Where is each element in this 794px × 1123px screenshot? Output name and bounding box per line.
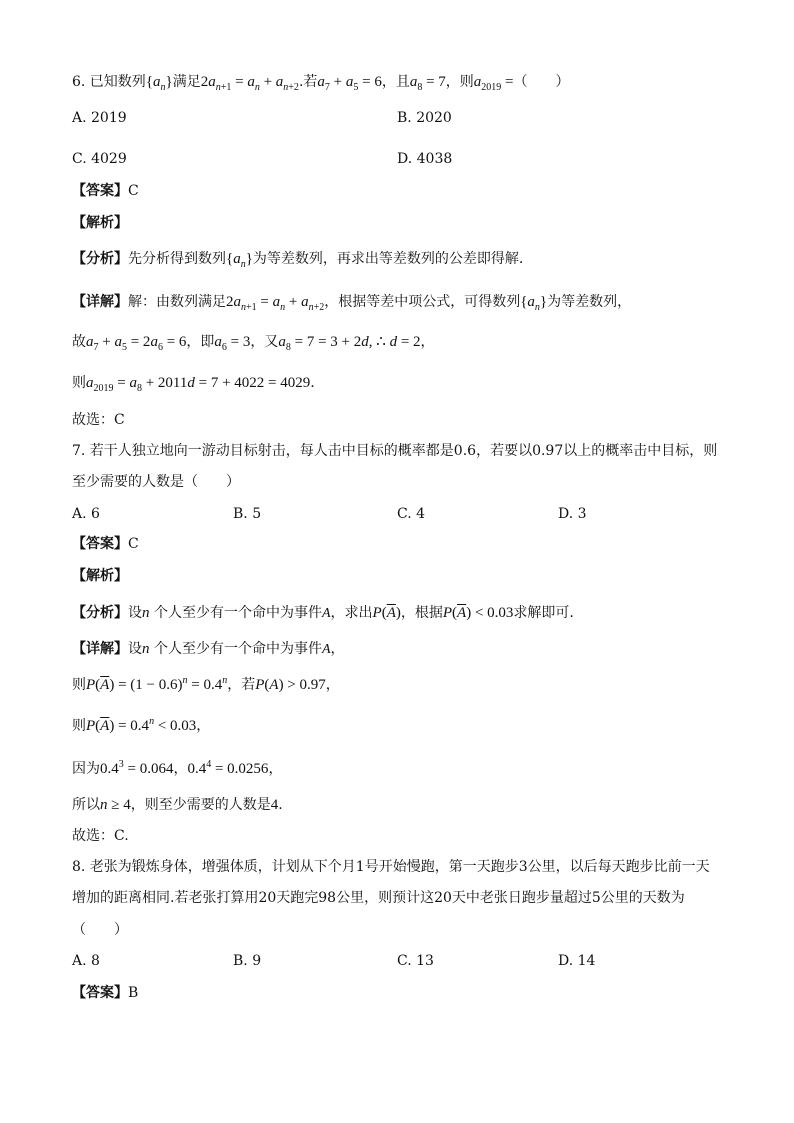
xiangjie-tag: 【详解】: [72, 641, 128, 657]
q6-answer: [72, 181, 139, 201]
q8-option-a: A. 8: [72, 953, 100, 969]
q6-option-b: B. 2020: [397, 110, 452, 126]
q7-xiangjie: 【详解】设n 个人至少有一个命中为事件A，: [72, 641, 345, 657]
xiangjie-tag: 【详解】: [72, 294, 128, 310]
q6-jiexi-heading: 【解析】: [72, 215, 128, 231]
q6-step-1: 故$a_7 + a_5 = 2a_6 = 6$，即$a_6 = 3$，又$a_8 = 7 = 3 + 2d$, ∴ d = 2，: [72, 334, 435, 353]
q7-question-line-1: 7. 若干人独立地向一游动目标射击，每人击中目标的概率都是0.6，若要以0.97以上的概率击中目标，则: [72, 443, 718, 459]
answer-value: C: [128, 536, 139, 552]
q6-option-c: C. 4029: [72, 151, 127, 167]
q6-fenxi: 【分析】先分析得到数列$\{a_n\}$为等差数列，再求出等差数列的公差即得解.: [72, 251, 524, 270]
q6-choose: 故选：C: [72, 412, 125, 428]
q8-question-line-2: 增加的距离相同.若老张打算用20天跑完98公里，则预计这20天中老张日跑步量超过5公里的天数为: [72, 890, 685, 906]
q7-answer: [72, 534, 139, 554]
q6-step-2: 则$a_{2019} = a_8 + 2011d = 7 + 4022 = 4029$.: [72, 375, 315, 394]
q8-option-c: C. 13: [397, 953, 434, 969]
q8-option-d: D. 14: [558, 953, 596, 969]
answer-tag: 【答案】: [72, 536, 128, 552]
q7-choose: 故选：C.: [72, 828, 129, 844]
q8-question-line-1: 8. 老张为锻炼身体，增强体质，计划从下个月1号开始慢跑，第一天跑步3公里，以后每天跑步比前一天: [72, 859, 710, 875]
answer-tag: 【答案】: [72, 183, 128, 199]
answer-tag: 【答案】: [72, 985, 128, 1001]
q7-step-1: 则$P(\overline{A}) = (1 - 0.6)^n = 0.4^n$，若P(A) > 0.97，: [72, 675, 340, 693]
q7-step-4: 所以n ≥ 4，则至少需要的人数是4.: [72, 797, 283, 813]
q7-option-a: A. 6: [72, 506, 100, 522]
q7-step-3: 因为$0.4^3 = 0.064$，$0.4^4 = 0.0256$，: [72, 759, 283, 777]
fenxi-tag: 【分析】: [72, 605, 128, 621]
q6-question: 6. 已知数列$\{a_n\}$满足$2a_{n+1} = a_n + a_{n+2}$.若$a_7 + a_5 = 6$，且$a_8 = 7$，则$a_{2019}$ =（ ）: [72, 74, 570, 93]
q7-option-b: B. 5: [233, 506, 262, 522]
q6-option-d: D. 4038: [397, 151, 453, 167]
answer-value: C: [128, 183, 139, 199]
q8-question-line-3: （ ）: [72, 922, 128, 938]
q8-answer: [72, 983, 138, 1003]
q6-xiangjie: 【详解】解：由数列满足$2a_{n+1} = a_n + a_{n+2}$，根据等差中项公式，可得数列$\{a_n\}$为等差数列，: [72, 294, 632, 313]
q6-option-a: A. 2019: [72, 110, 127, 126]
answer-value: B: [128, 985, 139, 1001]
q7-jiexi-heading: 【解析】: [72, 568, 128, 584]
fenxi-tag: 【分析】: [72, 251, 128, 267]
q7-fenxi: 【分析】设n 个人至少有一个命中为事件A，求出$P(\overline{A})$，根据$P(\overline{A}) < 0.03$求解即可.: [72, 605, 574, 621]
q7-option-d: D. 3: [558, 506, 587, 522]
q8-option-b: B. 9: [233, 953, 262, 969]
q7-option-c: C. 4: [397, 506, 426, 522]
q7-question-line-2: 至少需要的人数是（ ）: [72, 474, 240, 490]
q7-step-2: 则$P(\overline{A}) = 0.4^n < 0.03$，: [72, 716, 211, 734]
